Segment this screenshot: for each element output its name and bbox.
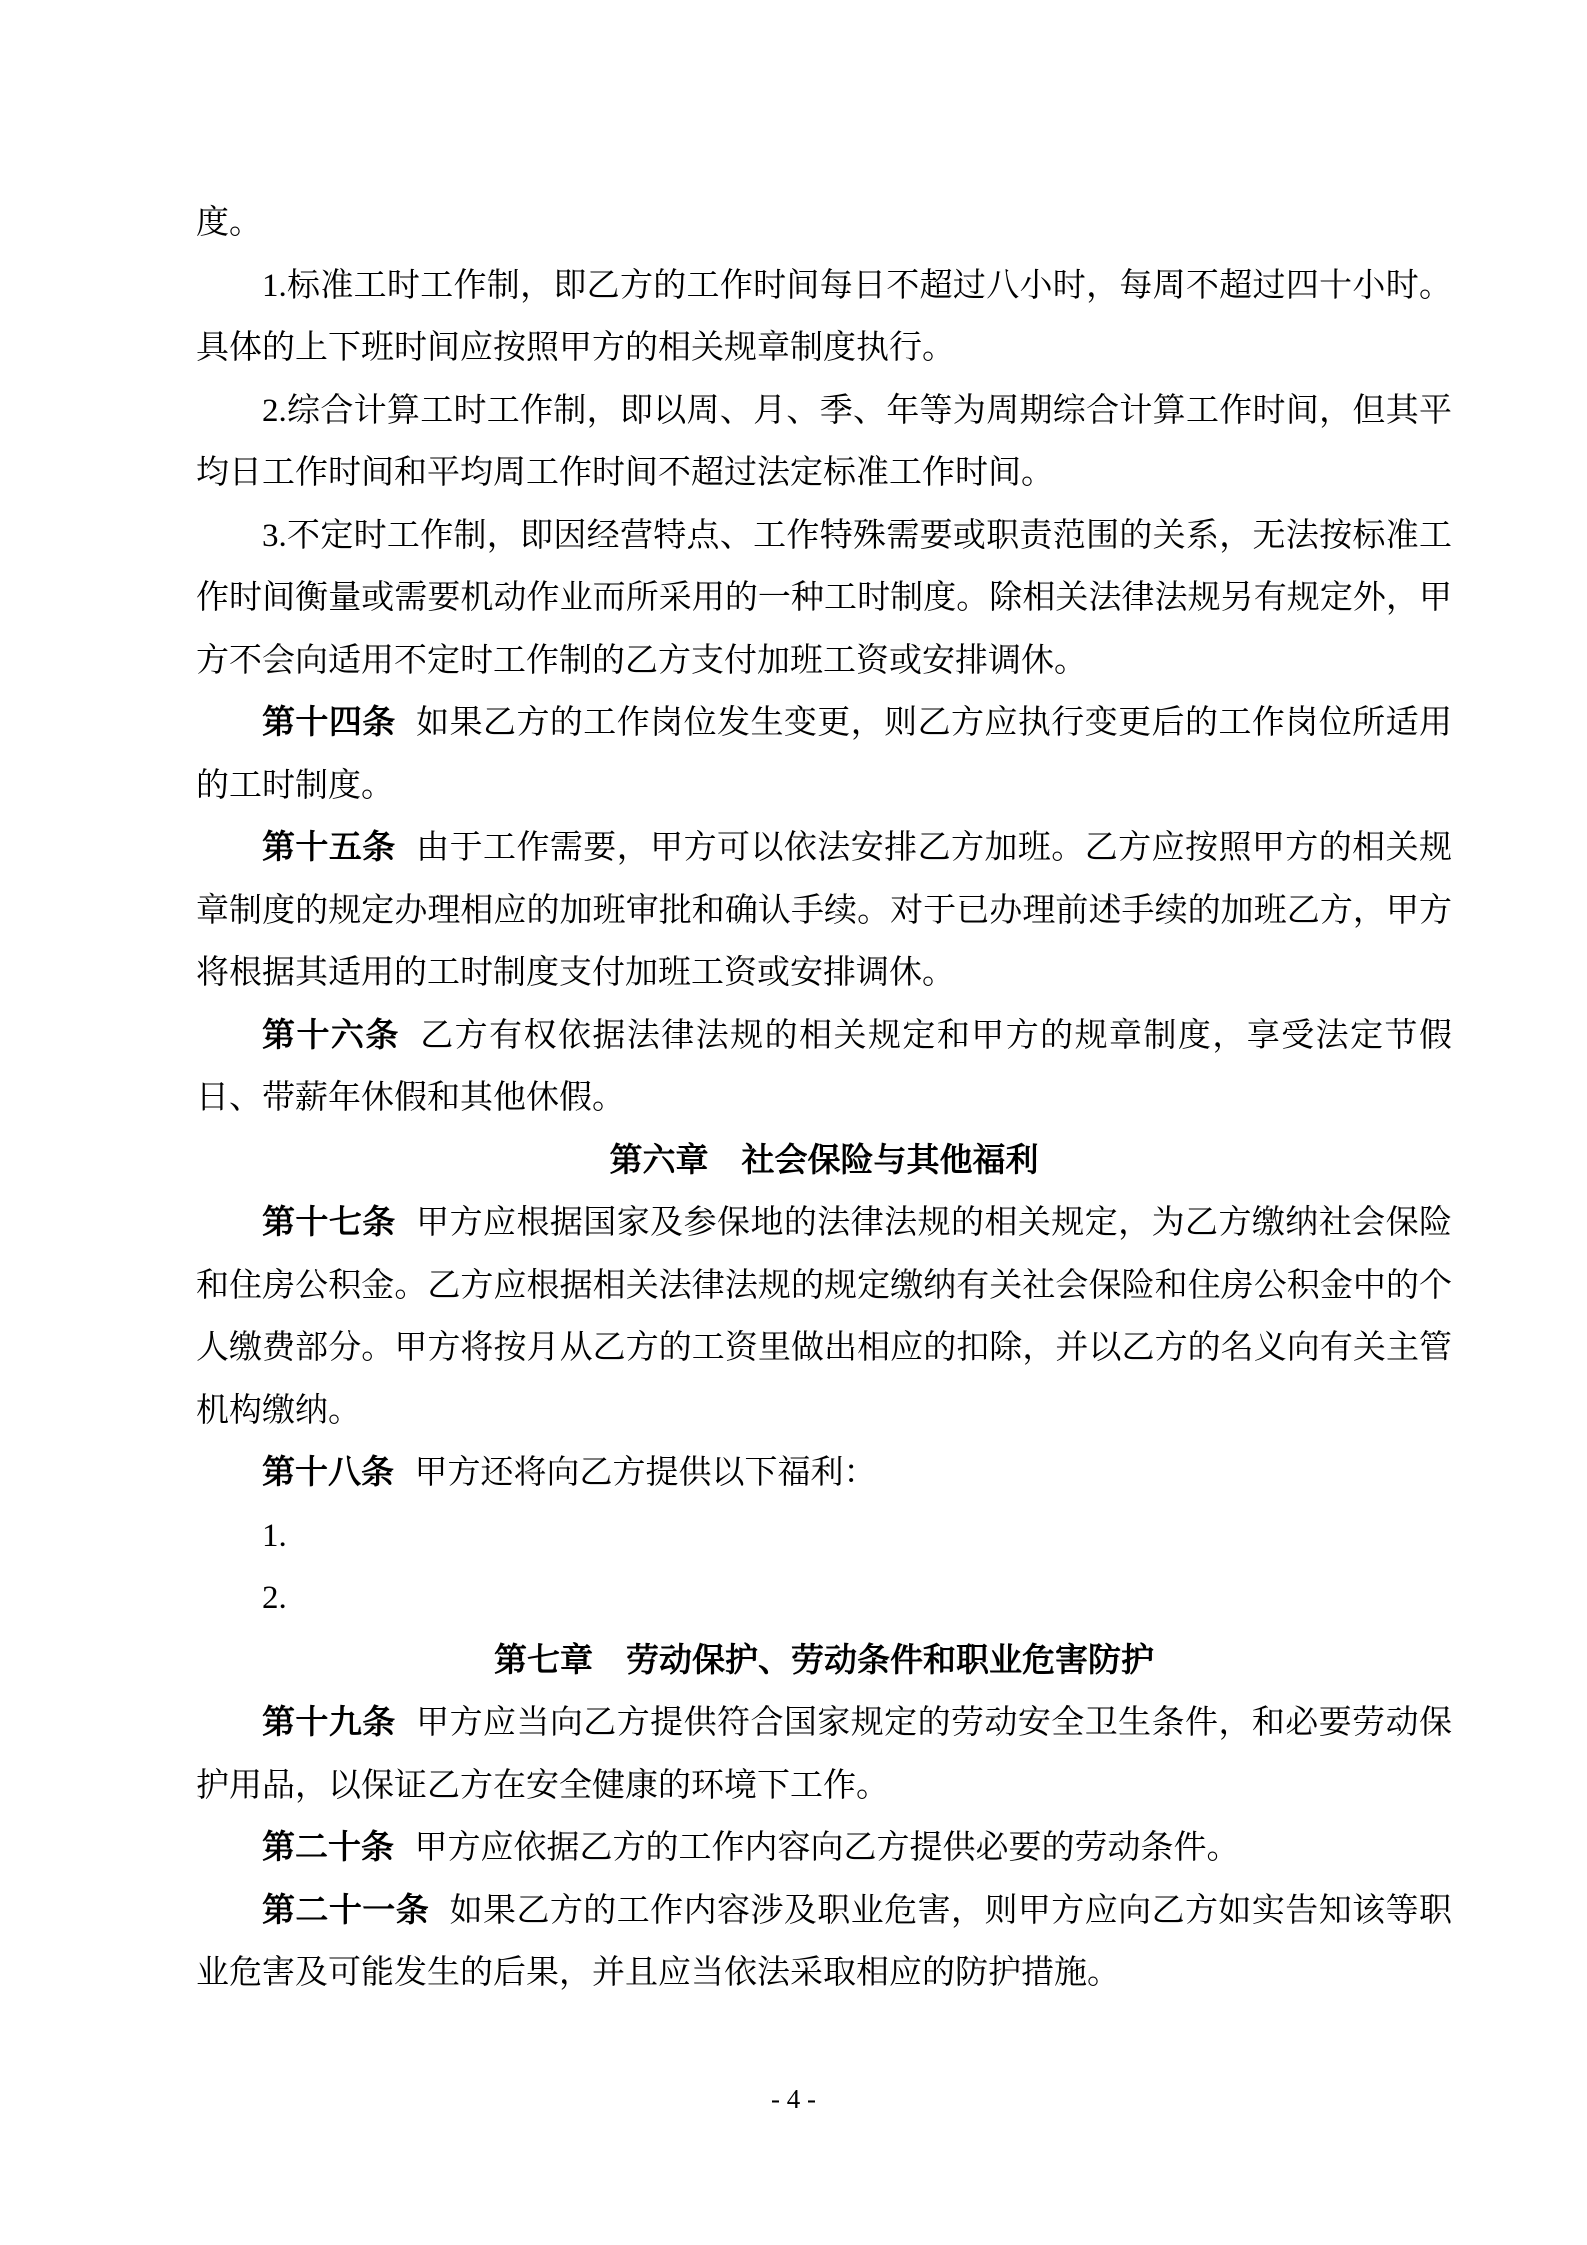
- article-number: 第十七条: [262, 1205, 396, 1241]
- article-paragraph: [196, 1692, 1452, 1817]
- chapter-number: 第六章: [609, 1142, 709, 1179]
- chapter-title: 劳动保护、劳动条件和职业危害防护: [626, 1642, 1154, 1679]
- article-number: 第二十条: [262, 1830, 394, 1866]
- article-paragraph: [196, 1817, 1452, 1880]
- article-number: 第十六条: [262, 1017, 400, 1054]
- page-number: - 4 -: [771, 2084, 816, 2114]
- article-paragraph: [196, 1880, 1452, 2005]
- article-number: 第十九条: [262, 1705, 396, 1741]
- paragraph: [196, 255, 1452, 380]
- paragraph-text: 1.标准工时工作制，即乙方的工作时间每日不超过八小时，每周不超过四十小时。具体的上下班时间应按照甲方的相关规章制度执行。: [196, 267, 1452, 366]
- paragraph: [196, 192, 1452, 255]
- article-number: 第二十一条: [262, 1892, 430, 1929]
- article-paragraph: [196, 817, 1452, 1005]
- paragraph-text: 甲方应当向乙方提供符合国家规定的劳动安全卫生条件，和必要劳动保护用品，以保证乙方在安全健康的环境下工作。: [196, 1705, 1453, 1804]
- paragraph-text: 乙方有权依据法律法规的相关规定和甲方的规章制度，享受法定节假日、带薪年休假和其他休假。: [196, 1017, 1453, 1116]
- paragraph-text: 如果乙方的工作岗位发生变更，则乙方应执行变更后的工作岗位所适用的工时制度。: [196, 705, 1453, 804]
- paragraph-text: 度。: [196, 205, 262, 241]
- article-number: 第十八条: [262, 1455, 394, 1491]
- article-paragraph: [196, 1005, 1452, 1130]
- paragraph: [196, 1505, 1452, 1568]
- article-paragraph: [196, 692, 1452, 817]
- paragraph-text: 甲方还将向乙方提供以下福利：: [414, 1455, 877, 1491]
- paragraph: [196, 380, 1452, 505]
- paragraph: [196, 1567, 1452, 1630]
- paragraph-text: 甲方应根据国家及参保地的法律法规的相关规定，为乙方缴纳社会保险和住房公积金。乙方应根据相关法律法规的规定缴纳有关社会保险和住房公积金中的个人缴费部分。甲方将按月从乙方的工资里做出相应的扣除，并以乙方的名义向有关主管机构缴纳。: [196, 1205, 1453, 1429]
- document-body: [196, 192, 1452, 2005]
- article-number: 第十五条: [262, 830, 396, 866]
- paragraph-text: 甲方应依据乙方的工作内容向乙方提供必要的劳动条件。: [414, 1830, 1240, 1866]
- chapter-heading: [196, 1130, 1452, 1193]
- paragraph: [196, 505, 1452, 693]
- article-paragraph: [196, 1442, 1452, 1505]
- paragraph-text: 3.不定时工作制，即因经营特点、工作特殊需要或职责范围的关系，无法按标准工作时间衡量或需要机动作业而所采用的一种工时制度。除相关法律法规另有规定外，甲方不会向适用不定时工作制的乙方支付加班工资或安排调休。: [196, 517, 1452, 679]
- paragraph-text: 由于工作需要，甲方可以依法安排乙方加班。乙方应按照甲方的相关规章制度的规定办理相应的加班审批和确认手续。对于已办理前述手续的加班乙方，甲方将根据其适用的工时制度支付加班工资或安排调休。: [196, 830, 1453, 991]
- chapter-heading: [196, 1630, 1452, 1693]
- paragraph-text: 如果乙方的工作内容涉及职业危害，则甲方应向乙方如实告知该等职业危害及可能发生的后果，并且应当依法采取相应的防护措施。: [196, 1892, 1453, 1991]
- chapter-title: 社会保险与其他福利: [741, 1142, 1039, 1179]
- page-footer: [0, 2083, 1587, 2115]
- article-paragraph: [196, 1192, 1452, 1442]
- article-number: 第十四条: [262, 705, 396, 741]
- paragraph-text: 2.: [262, 1580, 287, 1616]
- paragraph-text: 2.综合计算工时工作制，即以周、月、季、年等为周期综合计算工作时间，但其平均日工作时间和平均周工作时间不超过法定标准工作时间。: [196, 392, 1452, 491]
- chapter-number: 第七章: [494, 1642, 593, 1679]
- paragraph-text: 1.: [262, 1517, 287, 1554]
